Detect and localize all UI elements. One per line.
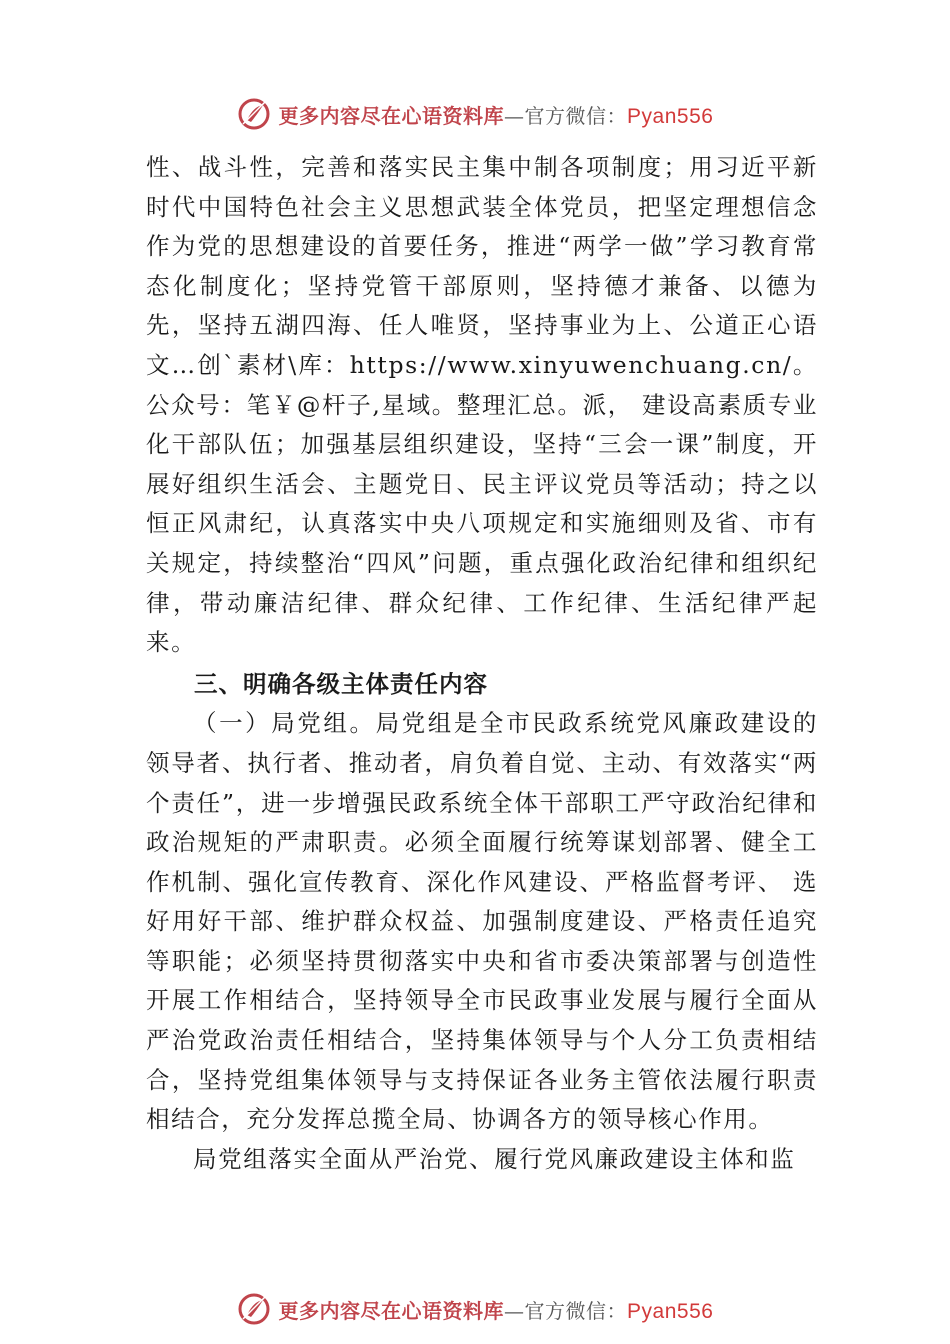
document-body — [146, 148, 818, 1179]
banner-sub: —官方微信： — [504, 1298, 628, 1323]
banner-sub: —官方微信： — [504, 103, 628, 128]
banner-main: 更多内容尽在心语资料库 — [278, 103, 505, 128]
logo-icon — [237, 96, 273, 132]
paragraph-1: 性、战斗性，完善和落实民主集中制各项制度；用习近平新时代中国特色社会主义思想武装全体党员，把坚定理想信念作为党的思想建设的首要任务，推进“两学一做”学习教育常态化制度化；坚持党管干部原则，坚持德才兼备、以德为先，坚持五湖四海、任人唯贤，坚持事业为上、公道正心语文…创`素材\库：https://www.xinyuwenchuang.cn/。公众号：笔￥@杆子,星域。整理汇总。派， 建设高素质专业化干部队伍；加强基层组织建设，坚持“三会一课”制度，开展好组织生活会、主题党日、民主评议党员等活动；持之以恒正风肃纪，认真落实中央八项规定和实施细则及省、市有关规定，持续整治“四风”问题，重点强化政治纪律和组织纪律，带动廉洁纪律、群众纪律、工作纪律、生活纪律严起来。 — [146, 153, 818, 657]
banner-main: 更多内容尽在心语资料库 — [278, 1298, 505, 1323]
section-heading: 三、明确各级主体责任内容 — [194, 669, 488, 698]
banner-wechat-id: Pyan556 — [627, 1299, 714, 1323]
banner-text — [279, 100, 714, 129]
logo-icon — [237, 1291, 273, 1327]
footer-banner — [0, 1289, 950, 1329]
banner-wechat-id: Pyan556 — [627, 104, 714, 128]
header-banner — [0, 94, 950, 134]
paragraph-2: （一）局党组。局党组是全市民政系统党风廉政建设的领导者、执行者、推动者，肩负着自觉、主动、有效落实“两个责任”，进一步增强民政系统全体干部职工严守政治纪律和政治规矩的严肃职责。必须全面履行统筹谋划部署、健全工作机制、强化宣传教育、深化作风建设、严格监督考评、 选好用好干部、维护群众权益、加强制度建设、严格责任追究等职能；必须坚持贯彻落实中央和省市委决策部署与创造性开展工作相结合，坚持领导全市民政事业发展与履行全面从严治党政治责任相结合，坚持集体领导与个人分工负责相结合，坚持党组集体领导与支持保证各业务主管依法履行职责相结合，充分发挥总揽全局、协调各方的领导核心作用。 — [146, 709, 818, 1134]
banner-text — [279, 1295, 714, 1324]
paragraph-3: 局党组落实全面从严治党、履行党风廉政建设主体和监 — [193, 1144, 796, 1173]
